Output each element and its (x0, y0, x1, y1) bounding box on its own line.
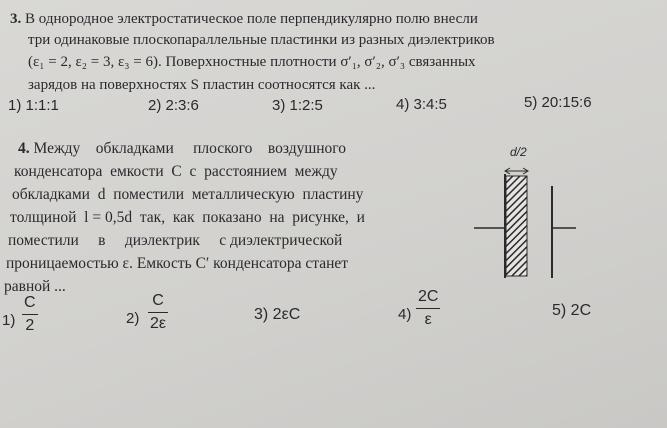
problem4-text-line1: Между обкладками плоского воздушного (33, 140, 347, 157)
problem3-line1 (10, 10, 478, 28)
problem4-answer-1-fraction (22, 294, 38, 335)
problem4-answer-4-number: 4) (398, 306, 412, 323)
problem4-answer-5: 5) 2C (552, 302, 592, 319)
problem3-text-line1: В однородное электростатическое поле перпендикулярно полю внесли (25, 11, 478, 27)
figure-label-d2: d/2 (510, 145, 527, 159)
problem4-line7: равной ... (4, 278, 66, 295)
problem3-answer-5: 5) 20:15:6 (524, 94, 592, 111)
answer-2-denominator: 2ε (150, 315, 167, 332)
problem4-answer-1-number: 1) (2, 312, 16, 329)
answer-4-numerator: 2C (418, 288, 439, 305)
problem4-line2: конденсатора емкости C с расстоянием между (14, 163, 338, 180)
answer-1-denominator: 2 (25, 317, 35, 334)
answer-2-fraction-bar (148, 312, 168, 313)
problem3-line4: зарядов на поверхностях S пластин соотносятся как ... (28, 77, 376, 93)
answer-4-fraction-bar (416, 308, 440, 309)
problem4-line3: обкладками d поместили металлическую пластину (12, 186, 364, 203)
answer-1-fraction-bar (22, 314, 38, 315)
answer-1-numerator: C (24, 294, 36, 311)
problem4-number: 4. (18, 140, 30, 157)
problem3-answer-3: 3) 1:2:5 (272, 97, 323, 114)
capacitor-figure (470, 140, 580, 290)
problem4-answer-2-number: 2) (126, 310, 140, 327)
problem3-line3: (ε₁ = 2, ε₂ = 3, ε₃ = 6). Поверхностные плотности σ′₁, σ′₂, σ′₃ связанных (28, 54, 476, 70)
answer-2-numerator: C (152, 292, 164, 309)
problem3-number: 3. (10, 11, 22, 27)
problem4-line4: толщиной l = 0,5d так, как показано на рисунке, и (10, 209, 365, 226)
problem4-line6: проницаемостью ε. Емкость C′ конденсатора станет (6, 255, 349, 272)
problem4-answer-4-fraction (416, 288, 440, 329)
problem3-answer-2: 2) 2:3:6 (148, 97, 199, 114)
answer-4-denominator: ε (424, 311, 432, 328)
metal-plate-hatched (506, 176, 527, 276)
problem4-answer-2-fraction (148, 292, 168, 333)
problem3-answer-1: 1) 1:1:1 (8, 97, 59, 114)
problem4-line1 (18, 140, 346, 158)
problem4-answer-3: 3) 2εC (254, 306, 301, 323)
problem4-line5: поместили в диэлектрик с диэлектрической (8, 232, 343, 249)
problem3-line2: три одинаковые плоскопараллельные пластинки из разных диэлектриков (28, 32, 495, 48)
problem3-answer-4: 4) 3:4:5 (396, 96, 447, 113)
